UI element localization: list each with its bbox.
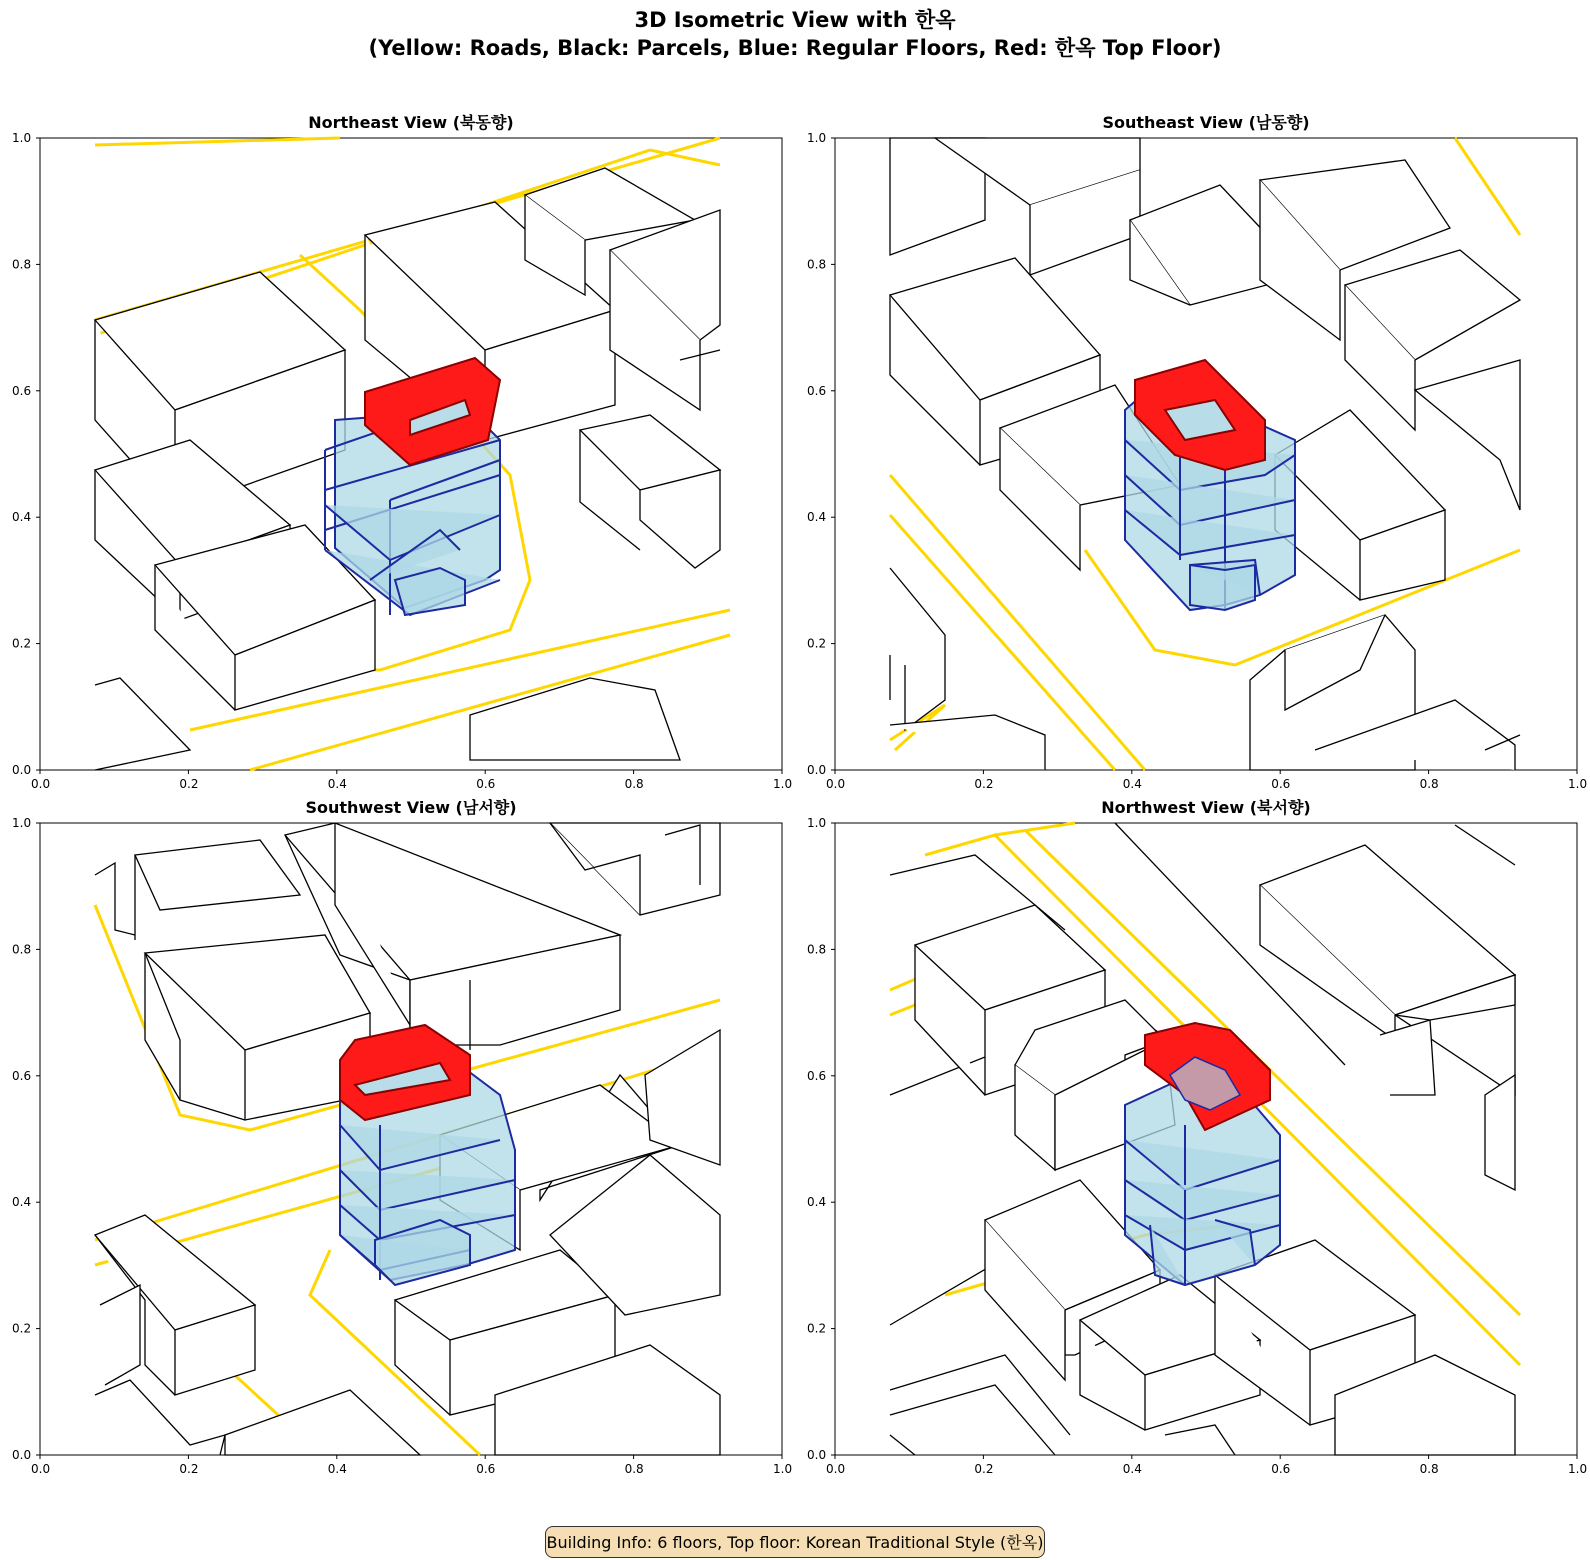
svg-text:1.0: 1.0 bbox=[12, 131, 32, 145]
svg-text:0.8: 0.8 bbox=[1419, 1462, 1439, 1476]
svg-text:0.8: 0.8 bbox=[12, 257, 32, 272]
svg-text:0.4: 0.4 bbox=[807, 510, 827, 525]
svg-text:0.0: 0.0 bbox=[31, 777, 51, 791]
svg-text:0.0: 0.0 bbox=[31, 1462, 51, 1476]
svg-text:0.2: 0.2 bbox=[807, 1321, 827, 1336]
svg-text:1.0: 1.0 bbox=[12, 816, 32, 830]
figure-title-line-2: (Yellow: Roads, Black: Parcels, Blue: Regular Floors, Red: 한옥 Top Floor) bbox=[368, 36, 1222, 60]
svg-text:0.2: 0.2 bbox=[179, 1462, 199, 1476]
panel-northeast-view bbox=[0, 110, 793, 810]
panel-southwest-view bbox=[0, 795, 793, 1495]
svg-text:1.0: 1.0 bbox=[1568, 777, 1588, 791]
panel-title-northwest: Northwest View (북서향) bbox=[1101, 798, 1311, 817]
svg-text:0.8: 0.8 bbox=[1419, 777, 1439, 791]
svg-text:0.4: 0.4 bbox=[807, 1195, 827, 1210]
southwest-view-plot bbox=[0, 795, 793, 1495]
svg-text:0.0: 0.0 bbox=[807, 1448, 827, 1462]
svg-text:0.6: 0.6 bbox=[12, 383, 32, 398]
svg-text:0.2: 0.2 bbox=[179, 777, 199, 791]
svg-text:0.6: 0.6 bbox=[807, 383, 827, 398]
svg-text:0.4: 0.4 bbox=[12, 1195, 32, 1210]
y-axis-ticks bbox=[12, 131, 40, 777]
figure-title-line-1: 3D Isometric View with 한옥 bbox=[634, 8, 956, 32]
svg-text:0.4: 0.4 bbox=[1122, 777, 1142, 791]
svg-text:1.0: 1.0 bbox=[773, 777, 793, 791]
svg-text:0.8: 0.8 bbox=[807, 942, 827, 957]
svg-text:0.4: 0.4 bbox=[12, 510, 32, 525]
svg-text:0.0: 0.0 bbox=[826, 777, 846, 791]
svg-text:1.0: 1.0 bbox=[807, 816, 827, 830]
x-axis-ticks bbox=[826, 770, 1587, 791]
panel-title-northeast: Northeast View (북동향) bbox=[308, 113, 514, 132]
svg-text:0.2: 0.2 bbox=[807, 636, 827, 651]
svg-text:0.8: 0.8 bbox=[624, 1462, 644, 1476]
panel-title-southeast: Southeast View (남동향) bbox=[1102, 113, 1310, 132]
panel-title-southwest: Southwest View (남서향) bbox=[305, 798, 517, 817]
southeast-view-plot bbox=[795, 110, 1588, 810]
svg-text:0.2: 0.2 bbox=[974, 777, 994, 791]
x-axis-ticks bbox=[826, 1455, 1587, 1476]
svg-text:0.4: 0.4 bbox=[1122, 1462, 1142, 1476]
svg-text:1.0: 1.0 bbox=[773, 1462, 793, 1476]
svg-text:0.6: 0.6 bbox=[807, 1068, 827, 1083]
svg-text:0.6: 0.6 bbox=[1271, 1462, 1291, 1476]
svg-text:0.0: 0.0 bbox=[12, 1448, 32, 1462]
northwest-view-plot bbox=[795, 795, 1588, 1495]
svg-text:0.8: 0.8 bbox=[807, 257, 827, 272]
svg-text:1.0: 1.0 bbox=[1568, 1462, 1588, 1476]
svg-text:0.4: 0.4 bbox=[327, 1462, 347, 1476]
svg-text:0.0: 0.0 bbox=[12, 763, 32, 777]
svg-text:0.6: 0.6 bbox=[476, 777, 496, 791]
svg-text:0.8: 0.8 bbox=[624, 777, 644, 791]
x-axis-ticks bbox=[31, 1455, 792, 1476]
svg-text:0.0: 0.0 bbox=[807, 763, 827, 777]
y-axis-ticks bbox=[807, 131, 835, 777]
svg-text:0.2: 0.2 bbox=[12, 636, 32, 651]
svg-text:0.8: 0.8 bbox=[12, 942, 32, 957]
svg-text:0.4: 0.4 bbox=[327, 777, 347, 791]
svg-text:0.0: 0.0 bbox=[826, 1462, 846, 1476]
y-axis-ticks bbox=[12, 816, 40, 1462]
svg-text:0.2: 0.2 bbox=[12, 1321, 32, 1336]
svg-text:0.6: 0.6 bbox=[476, 1462, 496, 1476]
building-info-box: Building Info: 6 floors, Top floor: Korean Traditional Style (한옥) bbox=[545, 1526, 1045, 1558]
svg-text:0.6: 0.6 bbox=[1271, 777, 1291, 791]
svg-text:0.2: 0.2 bbox=[974, 1462, 994, 1476]
northeast-view-plot bbox=[0, 110, 793, 810]
x-axis-ticks bbox=[31, 770, 792, 791]
panel-southeast-view bbox=[795, 110, 1588, 810]
panel-northwest-view bbox=[795, 795, 1588, 1495]
y-axis-ticks bbox=[807, 816, 835, 1462]
svg-text:1.0: 1.0 bbox=[807, 131, 827, 145]
svg-text:0.6: 0.6 bbox=[12, 1068, 32, 1083]
